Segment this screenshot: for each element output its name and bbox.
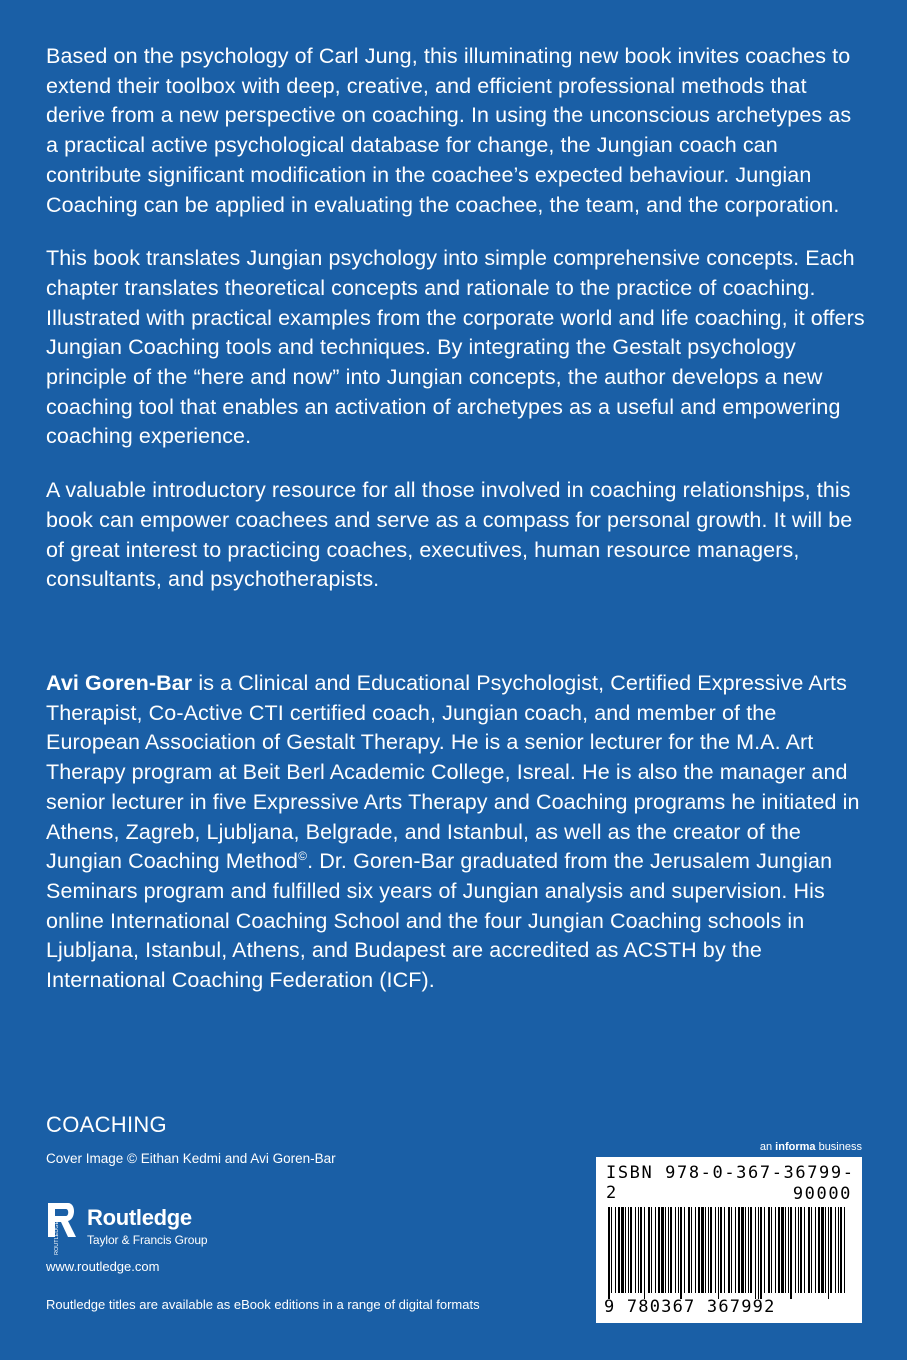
barcode-bar <box>750 1207 752 1293</box>
barcode-bar <box>748 1207 749 1293</box>
barcode-bar <box>708 1207 709 1293</box>
barcode-bar <box>844 1207 845 1293</box>
logo-vertical-text: ROUTLEDGE <box>54 1220 60 1255</box>
ebook-availability-note: Routledge titles are available as eBook editions in a range of digital formats <box>46 1297 480 1312</box>
barcode-bar <box>804 1207 805 1293</box>
barcode-bar <box>778 1207 780 1293</box>
barcode-bar <box>795 1207 796 1293</box>
barcode-bar <box>788 1207 789 1293</box>
barcode-bar <box>755 1207 756 1299</box>
description-paragraph-1: Based on the psychology of Carl Jung, this illuminating new book invites coaches to extend their toolbox with deep, creative, and efficient professional methods that derive from a new perspective on coaching. In using the unconscious archetypes as a practical active psychological database for change, the Jungian coach can contribute significant modification in the coachee’s expected behaviour. Jungian Coaching can be applied in evaluating the coachee, the team, and the corporation. <box>46 44 852 217</box>
copyright-mark: © <box>298 849 308 864</box>
barcode-bar <box>618 1207 620 1293</box>
barcode-bar <box>688 1207 690 1293</box>
barcode-bar <box>728 1207 730 1293</box>
barcode-bar <box>821 1207 824 1293</box>
barcode-digits: 9 780367 367992 <box>604 1297 776 1317</box>
barcode-bar <box>658 1207 660 1293</box>
barcode-bar <box>718 1207 719 1299</box>
subject-category: COACHING <box>46 1112 167 1137</box>
author-name: Avi Goren-Bar <box>46 671 193 695</box>
price-addon: 90000 <box>792 1184 852 1204</box>
barcode-bar <box>838 1207 839 1293</box>
book-description <box>46 42 866 619</box>
barcode-bar <box>775 1207 776 1293</box>
barcode-bar <box>764 1207 765 1293</box>
informa-prefix: an <box>759 1141 776 1153</box>
informa-bold: informa <box>775 1141 816 1153</box>
barcode-bar <box>651 1207 652 1293</box>
barcode-bar <box>675 1207 676 1293</box>
isbn-label: ISBN 978-0-367-36799-2 <box>606 1163 855 1203</box>
barcode-bar <box>720 1207 722 1293</box>
barcode-bar <box>735 1207 736 1293</box>
bio-text-part-2: . Dr. Goren-Bar graduated from the Jerusalem Jungian Seminars program and fulfilled six years of Jungian analysis and supervision. His online International Coaching School and the four Jungian Coaching schools in Ljubljana, Istanbul, Athens, and Budapest are accredited as ACSTH by the International Coaching Federation (ICF). <box>46 849 833 993</box>
publisher-group: Taylor & Francis Group <box>87 1233 208 1247</box>
barcode-bar <box>835 1207 836 1293</box>
barcode-bar <box>661 1207 664 1293</box>
barcode-bar <box>790 1207 792 1299</box>
barcode-bar <box>678 1207 679 1293</box>
barcode-bars <box>606 1207 852 1299</box>
barcode-bar <box>760 1207 762 1299</box>
barcode-bar <box>701 1207 704 1293</box>
barcode-bar <box>785 1207 786 1293</box>
barcode-bar <box>825 1207 826 1293</box>
cover-image-credit: Cover Image © Eithan Kedmi and Avi Goren-Bar <box>46 1151 336 1166</box>
publisher-name: Routledge <box>87 1205 192 1230</box>
barcode-bar <box>800 1207 802 1293</box>
barcode-bar <box>695 1207 696 1293</box>
barcode-bar <box>628 1207 629 1293</box>
barcode-bar <box>668 1207 669 1293</box>
author-bio <box>46 669 866 996</box>
barcode-bar <box>644 1207 645 1299</box>
barcode-bar <box>758 1207 759 1299</box>
bio-text-part-1: is a Clinical and Educational Psychologist, Certified Expressive Arts Therapist, Co-Active CTI certified coach, Jungian coach, and member of the European Association of Gestalt Therapy. He is a senior lecturer for the M.A. Art Therapy program at Beit Berl Academic College, Isreal. He is also the manager and senior lecturer in five Expressive Arts Therapy and Coaching programs he initiated in Athens, Zagreb, Ljubljana, Belgrade, and Istanbul, as well as the creator of the Jungian Coaching Method <box>46 671 860 874</box>
barcode-bar <box>635 1207 636 1293</box>
barcode-bar <box>830 1207 832 1293</box>
barcode-bar <box>731 1207 732 1293</box>
barcode-bar <box>741 1207 744 1293</box>
informa-suffix: business <box>815 1141 862 1153</box>
barcode-bar <box>638 1207 639 1293</box>
barcode-bar <box>811 1207 812 1293</box>
barcode-bar <box>815 1207 816 1293</box>
barcode-bar <box>715 1207 716 1293</box>
barcode-bar <box>684 1207 685 1293</box>
barcode-bar <box>680 1207 682 1299</box>
barcode-bar <box>738 1207 740 1293</box>
barcode-bar <box>840 1207 842 1293</box>
barcode-bar <box>808 1207 810 1293</box>
barcode-bar <box>655 1207 656 1293</box>
barcode-bar <box>665 1207 666 1293</box>
barcode-bar <box>771 1207 772 1293</box>
publisher-logo <box>46 1201 246 1255</box>
barcode-bar <box>818 1207 820 1293</box>
barcode-bar <box>648 1207 650 1293</box>
barcode-bar <box>630 1207 632 1293</box>
barcode-bar <box>640 1207 642 1293</box>
barcode-bar <box>781 1207 784 1293</box>
barcode-bar <box>691 1207 692 1293</box>
barcode-bar <box>705 1207 706 1293</box>
barcode-bar <box>670 1207 672 1293</box>
isbn-barcode <box>596 1157 862 1323</box>
barcode-bar <box>611 1207 612 1293</box>
description-paragraph-3: A valuable introductory resource for all those involved in coaching relationships, this book can empower coachees and serve as a compass for personal growth. It will be of great interest to practicing coaches, executives, human resource managers, consultants, and psychotherapists. <box>46 478 853 592</box>
barcode-bar <box>710 1207 712 1293</box>
informa-tagline <box>740 1141 862 1153</box>
barcode-bar <box>698 1207 700 1293</box>
barcode-bar <box>608 1207 610 1299</box>
publisher-website: www.routledge.com <box>46 1259 160 1274</box>
author-bio-paragraph <box>46 669 866 996</box>
barcode-bar <box>621 1207 624 1293</box>
barcode-bar <box>768 1207 770 1293</box>
routledge-logo-icon <box>46 1201 78 1255</box>
barcode-bar <box>615 1207 616 1293</box>
barcode-bar <box>828 1207 829 1299</box>
description-paragraph-2: This book translates Jungian psychology into simple comprehensive concepts. Each chapter translates theoretical concepts and rationale to the practice of coaching. Illustrated with practical examples from the corporate world and life coaching, it offers Jungian Coaching tools and techniques. By integrating the Gestalt psychology principle of the “here and now” into Jungian concepts, the author develops a new coaching tool that enables an activation of archetypes as a useful and empowering coaching experience. <box>46 246 865 449</box>
barcode-bar <box>745 1207 746 1293</box>
barcode-bar <box>724 1207 725 1293</box>
barcode-bar <box>625 1207 626 1293</box>
barcode-bar <box>798 1207 799 1293</box>
